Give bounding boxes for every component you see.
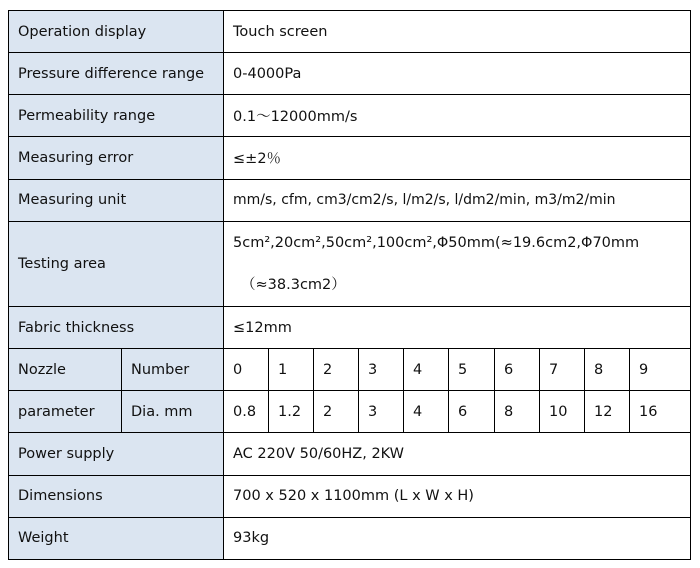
label-measuring-error: Measuring error <box>9 137 224 179</box>
nozzle-number-cell: 4 <box>404 349 449 391</box>
row-testing-area <box>9 221 691 306</box>
label-nozzle-number: Number <box>122 349 224 391</box>
label-operation-display: Operation display <box>9 11 224 53</box>
nozzle-number-cell: 3 <box>359 349 404 391</box>
nozzle-number-cell: 8 <box>585 349 630 391</box>
value-fabric-thickness: ≤12mm <box>224 307 691 349</box>
nozzle-diameter-cell: 3 <box>359 391 404 433</box>
nozzle-number-cell: 2 <box>314 349 359 391</box>
nozzle-diameter-cell: 1.2 <box>269 391 314 433</box>
row-power-supply <box>9 433 691 475</box>
value-measuring-error: ≤±2％ <box>224 137 691 179</box>
nozzle-diameter-cell: 16 <box>630 391 691 433</box>
value-measuring-unit: mm/s, cfm, cm3/cm2/s, l/m2/s, l/dm2/min, m3/m2/min <box>224 179 691 221</box>
nozzle-number-cell: 5 <box>449 349 495 391</box>
label-nozzle-diameter: Dia. mm <box>122 391 224 433</box>
value-testing-area <box>224 221 691 306</box>
row-measuring-error <box>9 137 691 179</box>
row-weight <box>9 517 691 559</box>
nozzle-diameter-cell: 10 <box>540 391 585 433</box>
label-dimensions: Dimensions <box>9 475 224 517</box>
nozzle-diameter-cell: 12 <box>585 391 630 433</box>
row-operation-display <box>9 11 691 53</box>
nozzle-diameter-cell: 0.8 <box>224 391 269 433</box>
nozzle-diameter-cell: 4 <box>404 391 449 433</box>
value-permeability-range: 0.1～12000mm/s <box>224 95 691 137</box>
label-testing-area: Testing area <box>9 221 224 306</box>
nozzle-number-cell: 0 <box>224 349 269 391</box>
row-dimensions <box>9 475 691 517</box>
row-nozzle-diameter <box>9 391 691 433</box>
nozzle-number-cell: 1 <box>269 349 314 391</box>
row-nozzle-number <box>9 349 691 391</box>
label-permeability-range: Permeability range <box>9 95 224 137</box>
nozzle-number-cell: 6 <box>495 349 540 391</box>
value-operation-display: Touch screen <box>224 11 691 53</box>
value-weight: 93kg <box>224 517 691 559</box>
row-permeability-range <box>9 95 691 137</box>
spec-table <box>8 10 691 560</box>
row-measuring-unit <box>9 179 691 221</box>
label-pressure-range: Pressure difference range <box>9 53 224 95</box>
nozzle-diameter-cell: 2 <box>314 391 359 433</box>
label-measuring-unit: Measuring unit <box>9 179 224 221</box>
testing-area-line-1: 5cm²,20cm²,50cm²,100cm²,Φ50mm(≈19.6cm2,Φ70mm <box>233 234 640 251</box>
nozzle-diameter-cell: 8 <box>495 391 540 433</box>
row-pressure-range <box>9 53 691 95</box>
label-power-supply: Power supply <box>9 433 224 475</box>
value-power-supply: AC 220V 50/60HZ, 2KW <box>224 433 691 475</box>
value-pressure-range: 0-4000Pa <box>224 53 691 95</box>
value-dimensions: 700 x 520 x 1100mm (L x W x H) <box>224 475 691 517</box>
label-parameter: parameter <box>9 391 122 433</box>
label-fabric-thickness: Fabric thickness <box>9 307 224 349</box>
nozzle-number-cell: 9 <box>630 349 691 391</box>
nozzle-number-cell: 7 <box>540 349 585 391</box>
label-nozzle: Nozzle <box>9 349 122 391</box>
row-fabric-thickness <box>9 307 691 349</box>
label-weight: Weight <box>9 517 224 559</box>
testing-area-line-2: （≈38.3cm2） <box>241 276 346 293</box>
nozzle-diameter-cell: 6 <box>449 391 495 433</box>
